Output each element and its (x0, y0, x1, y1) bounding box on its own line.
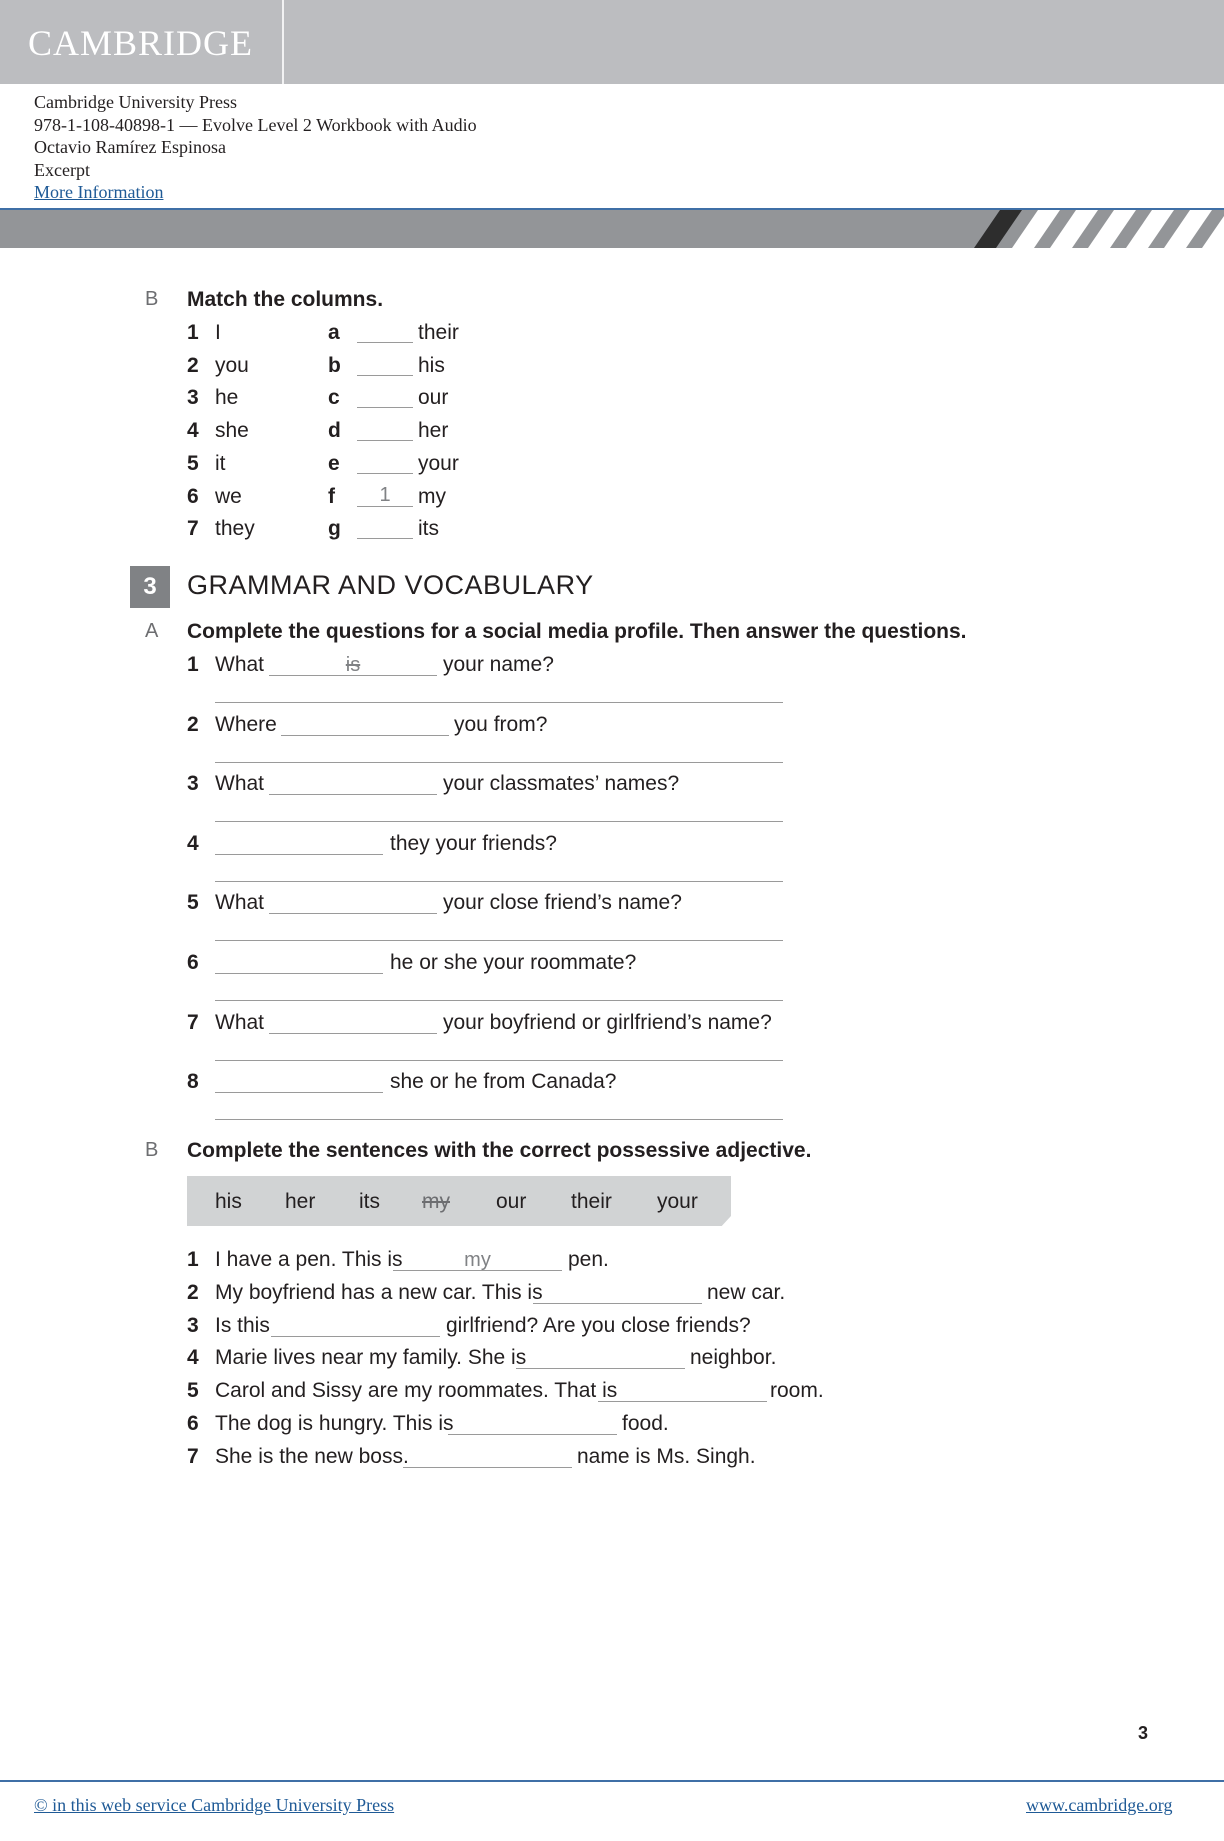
item-number: 1 (187, 1248, 199, 1271)
stripe-decoration (974, 210, 1224, 248)
word-option: my (422, 1190, 450, 1213)
word-option: your (657, 1190, 698, 1213)
item-letter: a (328, 321, 340, 344)
question-start: What (215, 891, 265, 915)
item-number: 6 (187, 951, 199, 974)
answer-blank[interactable] (598, 1401, 767, 1402)
answer-blank[interactable] (215, 973, 383, 974)
exercise-instruction: Complete the sentences with the correct possessive adjective. (187, 1139, 812, 1162)
exercise-instruction: Match the columns. (187, 288, 384, 311)
item-letter: g (328, 517, 341, 541)
answer-blank[interactable] (533, 1303, 702, 1304)
word-option: their (571, 1190, 612, 1213)
pronoun: it (215, 451, 226, 475)
copyright-link[interactable]: © in this web service Cambridge University Press (34, 1795, 395, 1815)
answer-blank[interactable] (215, 854, 383, 855)
exercise-label-a: A (145, 620, 159, 642)
sentence-end: name is Ms. Singh. (577, 1444, 756, 1468)
possessive: my (418, 484, 446, 508)
item-letter: b (328, 353, 341, 377)
item-number: 1 (187, 321, 199, 344)
response-line[interactable] (215, 1119, 783, 1120)
answer-blank[interactable] (269, 1033, 437, 1034)
answer-text: my (464, 1249, 491, 1271)
response-line[interactable] (215, 762, 783, 763)
website-link[interactable]: www.cambridge.org (1026, 1795, 1173, 1815)
answer-blank[interactable] (357, 342, 413, 343)
author: Octavio Ramírez Espinosa (34, 137, 226, 157)
possessive: our (418, 386, 449, 410)
sentence-end: pen. (568, 1248, 609, 1271)
answer-text: is (345, 654, 361, 676)
sentence-start: Marie lives near my family. She is (215, 1346, 527, 1370)
answer-blank[interactable] (269, 913, 437, 914)
sentence-end: new car. (707, 1280, 786, 1304)
page-number: 3 (1138, 1723, 1149, 1743)
answer-blank[interactable] (448, 1434, 617, 1435)
answer-blank[interactable] (357, 375, 413, 376)
answer-blank[interactable] (357, 407, 413, 408)
word-option: its (359, 1190, 380, 1213)
item-letter: d (328, 419, 341, 443)
word-option: our (496, 1190, 527, 1213)
sentence-start: My boyfriend has a new car. This is (215, 1280, 543, 1304)
sentence-end: neighbor. (690, 1346, 777, 1370)
item-letter: c (328, 386, 340, 410)
word-option: his (215, 1190, 242, 1213)
question-end: your name? (443, 653, 554, 676)
sentence-start: Is this (215, 1313, 270, 1337)
pronoun: you (215, 353, 249, 377)
item-number: 6 (187, 484, 199, 508)
answer-blank[interactable] (269, 794, 437, 795)
answer-blank[interactable] (516, 1368, 685, 1369)
item-letter: e (328, 451, 340, 475)
question-start: What (215, 772, 265, 796)
item-number: 3 (187, 1313, 199, 1337)
exercise-label-b: B (145, 288, 159, 310)
answer-blank[interactable] (271, 1336, 440, 1337)
item-number: 3 (187, 772, 199, 796)
item-number: 8 (187, 1070, 199, 1094)
item-number: 2 (187, 1280, 199, 1304)
header-divider (282, 0, 284, 84)
section-number: 3 (130, 566, 170, 608)
pronoun: he (215, 386, 239, 410)
item-number: 2 (187, 712, 199, 736)
isbn-title: 978-1-108-40898-1 — Evolve Level 2 Workbook with Audio (34, 114, 477, 135)
sentence-end: girlfriend? Are you close friends? (446, 1313, 751, 1337)
response-line[interactable] (215, 702, 783, 703)
item-number: 7 (187, 1010, 199, 1034)
item-number: 4 (187, 831, 199, 855)
question-end: your close friend’s name? (443, 891, 682, 915)
sentence-start: The dog is hungry. This is (215, 1412, 454, 1435)
pronoun: they (215, 517, 255, 541)
possessive: her (418, 419, 449, 443)
answer-blank[interactable] (215, 1092, 383, 1093)
exercise-instruction: Complete the questions for a social media profile. Then answer the questions. (187, 620, 967, 643)
sentence-start: Carol and Sissy are my roommates. That is (215, 1379, 618, 1403)
pronoun: we (215, 484, 242, 508)
sentence-start: She is the new boss. (215, 1444, 409, 1468)
item-number: 4 (187, 1346, 199, 1370)
section-title: GRAMMAR AND VOCABULARY (187, 570, 594, 600)
item-number: 3 (187, 386, 199, 410)
excerpt-label: Excerpt (34, 159, 90, 180)
sentence-end: food. (622, 1412, 669, 1435)
word-option: her (285, 1190, 316, 1213)
question-end: he or she your roommate? (390, 951, 637, 974)
question-end: you from? (454, 712, 548, 736)
item-number: 5 (187, 891, 199, 915)
question-end: your classmates’ names? (443, 772, 680, 796)
item-letter: f (328, 484, 335, 508)
question-start: What (215, 653, 265, 676)
answer-blank[interactable] (403, 1467, 572, 1468)
word-box (187, 1176, 731, 1226)
answer-text: 1 (379, 483, 391, 506)
question-start: Where (215, 712, 277, 736)
question-end: they your friends? (390, 831, 557, 855)
footer-rule (0, 1780, 1224, 1782)
exercise-label-b: B (145, 1139, 159, 1161)
possessive: their (418, 321, 459, 344)
sentence-end: room. (770, 1379, 824, 1403)
pronoun: I (215, 321, 221, 344)
item-number: 5 (187, 451, 199, 475)
item-number: 1 (187, 653, 199, 676)
possessive: your (418, 451, 459, 475)
question-end: she or he from Canada? (390, 1070, 617, 1094)
item-number: 5 (187, 1379, 199, 1403)
sentence-start: I have a pen. This is (215, 1248, 403, 1271)
item-number: 2 (187, 353, 199, 377)
item-number: 4 (187, 419, 199, 443)
item-number: 7 (187, 1444, 199, 1468)
response-line[interactable] (215, 821, 783, 822)
response-line[interactable] (215, 1000, 783, 1001)
response-line[interactable] (215, 940, 783, 941)
response-line[interactable] (215, 881, 783, 882)
publisher: Cambridge University Press (34, 92, 237, 112)
question-start: What (215, 1010, 265, 1034)
possessive: its (418, 517, 439, 541)
answer-blank[interactable] (357, 538, 413, 539)
item-number: 6 (187, 1412, 199, 1435)
answer-blank[interactable] (281, 735, 449, 736)
cambridge-logo: CAMBRIDGE (28, 23, 254, 63)
item-number: 7 (187, 517, 199, 541)
pronoun: she (215, 419, 249, 443)
book-metadata (34, 91, 477, 204)
question-end: your boyfriend or girlfriend’s name? (443, 1010, 772, 1034)
possessive: his (418, 353, 445, 377)
answer-blank[interactable] (357, 473, 413, 474)
response-line[interactable] (215, 1060, 783, 1061)
answer-blank[interactable] (357, 440, 413, 441)
more-information-link[interactable]: More Information (34, 182, 164, 202)
